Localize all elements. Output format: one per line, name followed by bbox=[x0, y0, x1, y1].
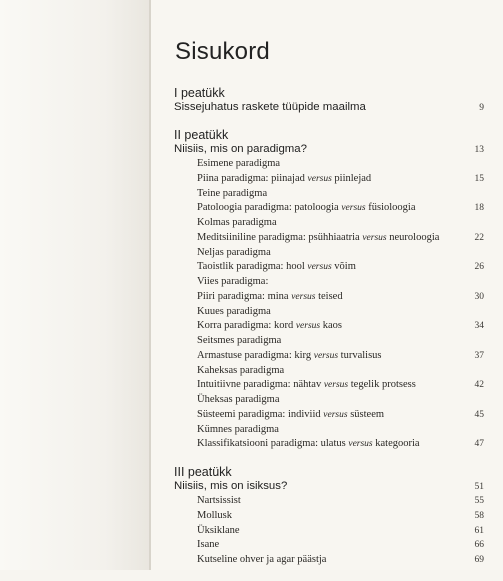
toc-entry[interactable] bbox=[174, 349, 486, 364]
toc-entry[interactable] bbox=[174, 437, 486, 452]
toc-entry[interactable] bbox=[174, 305, 486, 320]
page-number: 47 bbox=[474, 439, 484, 450]
chapter-subtitle-row[interactable] bbox=[174, 479, 486, 494]
toc-entry[interactable] bbox=[174, 157, 486, 172]
toc-entry[interactable] bbox=[174, 187, 486, 202]
entry-text-rest: neuroloogia bbox=[386, 231, 440, 243]
toc-entry[interactable] bbox=[174, 275, 486, 290]
entry-text-emphasis: versus bbox=[362, 232, 387, 243]
chapter-subtitle: Niisiis, mis on paradigma? bbox=[174, 143, 307, 155]
toc-entry-text bbox=[197, 393, 280, 408]
toc-entry-text bbox=[197, 201, 416, 216]
page-number: 55 bbox=[474, 496, 484, 506]
toc-entry[interactable] bbox=[174, 393, 486, 408]
toc-entry[interactable] bbox=[174, 260, 486, 275]
toc-entry-text bbox=[197, 378, 416, 393]
chapter-subtitle: Niisiis, mis on isiksus? bbox=[174, 480, 288, 492]
entry-text-main: Korra paradigma: kord bbox=[197, 320, 296, 332]
toc-entry-text bbox=[197, 524, 240, 539]
entry-text-rest: piinlejad bbox=[331, 172, 372, 184]
toc-entry-text bbox=[197, 275, 268, 290]
entry-text-main: Klassifikatsiooni paradigma: ulatus bbox=[197, 438, 349, 450]
entry-text-emphasis: versus bbox=[307, 173, 332, 184]
entry-text-rest: turvalisus bbox=[338, 349, 382, 361]
toc-entry[interactable] bbox=[174, 246, 486, 261]
chapter-subtitle: Sissejuhatus raskete tüüpide maailma bbox=[174, 101, 366, 113]
entry-text-rest: füsioloogia bbox=[365, 202, 416, 214]
page-number: 66 bbox=[474, 540, 484, 551]
toc-entry-text bbox=[197, 364, 284, 379]
page-number: 69 bbox=[474, 555, 484, 565]
entry-text-main: Armastuse paradigma: kirg bbox=[197, 349, 314, 361]
chapter-section bbox=[174, 86, 486, 115]
chapter-section bbox=[174, 128, 486, 452]
chapter-heading: I peatükk bbox=[174, 86, 225, 100]
page-number: 42 bbox=[474, 380, 484, 391]
entry-text-emphasis: versus bbox=[291, 291, 316, 302]
entry-text-main: Mollusk bbox=[197, 509, 233, 521]
entry-text-main: Kuues paradigma bbox=[197, 305, 271, 317]
entry-text-emphasis: versus bbox=[348, 439, 373, 450]
toc-entry[interactable] bbox=[174, 201, 486, 216]
entry-text-emphasis: versus bbox=[341, 203, 366, 214]
entry-text-rest: kaos bbox=[320, 320, 342, 332]
toc-entry-text bbox=[197, 216, 277, 231]
page-number: 61 bbox=[474, 525, 484, 536]
entry-text-emphasis: versus bbox=[307, 262, 332, 273]
toc-entry-text bbox=[197, 231, 439, 246]
page-number: 37 bbox=[474, 350, 484, 361]
entry-text-rest: kategooria bbox=[372, 438, 420, 450]
toc-entry-text bbox=[197, 494, 241, 509]
entry-text-rest: võim bbox=[331, 261, 356, 273]
page-number: 13 bbox=[474, 145, 484, 155]
toc-entry-text bbox=[197, 408, 384, 423]
toc-entry[interactable] bbox=[174, 364, 486, 379]
entry-text-rest: tegelik protsess bbox=[348, 379, 416, 391]
table-of-contents bbox=[174, 86, 486, 581]
page-number: 15 bbox=[474, 173, 484, 184]
entry-text-main: Neljas paradigma bbox=[197, 246, 271, 258]
entry-text-main: Isane bbox=[197, 539, 220, 551]
toc-entry-text bbox=[197, 437, 420, 452]
toc-entry[interactable] bbox=[174, 509, 486, 524]
chapter-subtitle-row[interactable] bbox=[174, 142, 486, 157]
toc-entry[interactable] bbox=[174, 553, 486, 568]
toc-entry-text bbox=[197, 187, 267, 202]
toc-entry[interactable] bbox=[174, 319, 486, 334]
entry-text-main: Esimene paradigma bbox=[197, 158, 281, 169]
toc-entry-text bbox=[197, 553, 326, 568]
toc-entry[interactable] bbox=[174, 231, 486, 246]
chapter-subtitle-row[interactable] bbox=[174, 100, 486, 115]
toc-entry-text bbox=[197, 334, 281, 349]
page-number: 9 bbox=[479, 103, 484, 113]
entry-text-main: Kümnes paradigma bbox=[197, 423, 279, 435]
entry-text-emphasis: versus bbox=[313, 350, 339, 361]
entry-text-main: Süsteemi paradigma: indiviid bbox=[197, 408, 324, 420]
toc-entry[interactable] bbox=[174, 538, 486, 553]
page-number: 34 bbox=[474, 321, 484, 332]
entry-text-rest: süsteem bbox=[347, 408, 385, 420]
toc-entry[interactable] bbox=[174, 290, 486, 305]
entry-text-emphasis: versus bbox=[323, 409, 348, 420]
toc-entry-text bbox=[197, 172, 371, 187]
entry-text-main: Piina paradigma: piinajad bbox=[197, 172, 308, 184]
toc-entry[interactable] bbox=[174, 172, 486, 187]
toc-entry-text bbox=[197, 290, 343, 305]
toc-entry[interactable] bbox=[174, 378, 486, 393]
entry-text-main: Piiri paradigma: mina bbox=[197, 290, 292, 302]
entry-text-main: Üksiklane bbox=[197, 524, 240, 536]
entry-text-main: Seitsmes paradigma bbox=[197, 335, 282, 346]
toc-entry-text bbox=[197, 509, 232, 524]
page-title: Sisukord bbox=[175, 38, 270, 65]
toc-entry[interactable] bbox=[174, 334, 486, 349]
entry-text-main: Kolmas paradigma bbox=[197, 217, 277, 228]
entry-text-main: Nartsissist bbox=[197, 495, 241, 506]
toc-entry[interactable] bbox=[174, 423, 486, 438]
entry-text-main: Intuitiivne paradigma: nähtav bbox=[197, 379, 324, 391]
entry-text-main: Teine paradigma bbox=[197, 187, 268, 199]
toc-entry-text bbox=[197, 423, 279, 438]
left-page-margin bbox=[0, 0, 150, 570]
entry-text-main: Üheksas paradigma bbox=[197, 394, 280, 405]
page-number: 18 bbox=[474, 203, 484, 214]
toc-entry-text bbox=[197, 260, 356, 275]
entry-text-main: Viies paradigma: bbox=[197, 276, 269, 287]
toc-entry[interactable] bbox=[174, 494, 486, 509]
page-number: 58 bbox=[474, 510, 484, 521]
toc-entry[interactable] bbox=[174, 408, 486, 423]
entry-text-main: Meditsiiniline paradigma: psühhiaatria bbox=[197, 231, 363, 243]
toc-entry-text bbox=[197, 319, 342, 334]
page-number: 51 bbox=[474, 482, 484, 492]
chapter-heading: III peatükk bbox=[174, 465, 232, 479]
page-number: 22 bbox=[474, 232, 484, 243]
entry-text-main: Patoloogia paradigma: patoloogia bbox=[197, 202, 342, 214]
toc-entry[interactable] bbox=[174, 216, 486, 231]
chapter-heading: II peatükk bbox=[174, 128, 229, 142]
toc-entry-text bbox=[197, 349, 382, 364]
entry-text-main: Taoistlik paradigma: hool bbox=[197, 261, 308, 273]
entry-text-emphasis: versus bbox=[295, 321, 321, 332]
entry-text-rest: teised bbox=[315, 290, 343, 302]
toc-entry-text bbox=[197, 538, 219, 553]
toc-entry-text bbox=[197, 246, 271, 261]
page-number: 30 bbox=[474, 291, 484, 302]
chapter-section bbox=[174, 465, 486, 568]
toc-entry[interactable] bbox=[174, 524, 486, 539]
entry-text-emphasis: versus bbox=[323, 380, 349, 391]
toc-entry-text bbox=[197, 305, 271, 320]
toc-entry-text bbox=[197, 157, 280, 172]
entry-text-main: Kaheksas paradigma bbox=[197, 364, 285, 376]
page-number: 45 bbox=[474, 409, 484, 420]
entry-text-main: Kutseline ohver ja agar päästja bbox=[197, 554, 327, 565]
page-number: 26 bbox=[474, 262, 484, 273]
